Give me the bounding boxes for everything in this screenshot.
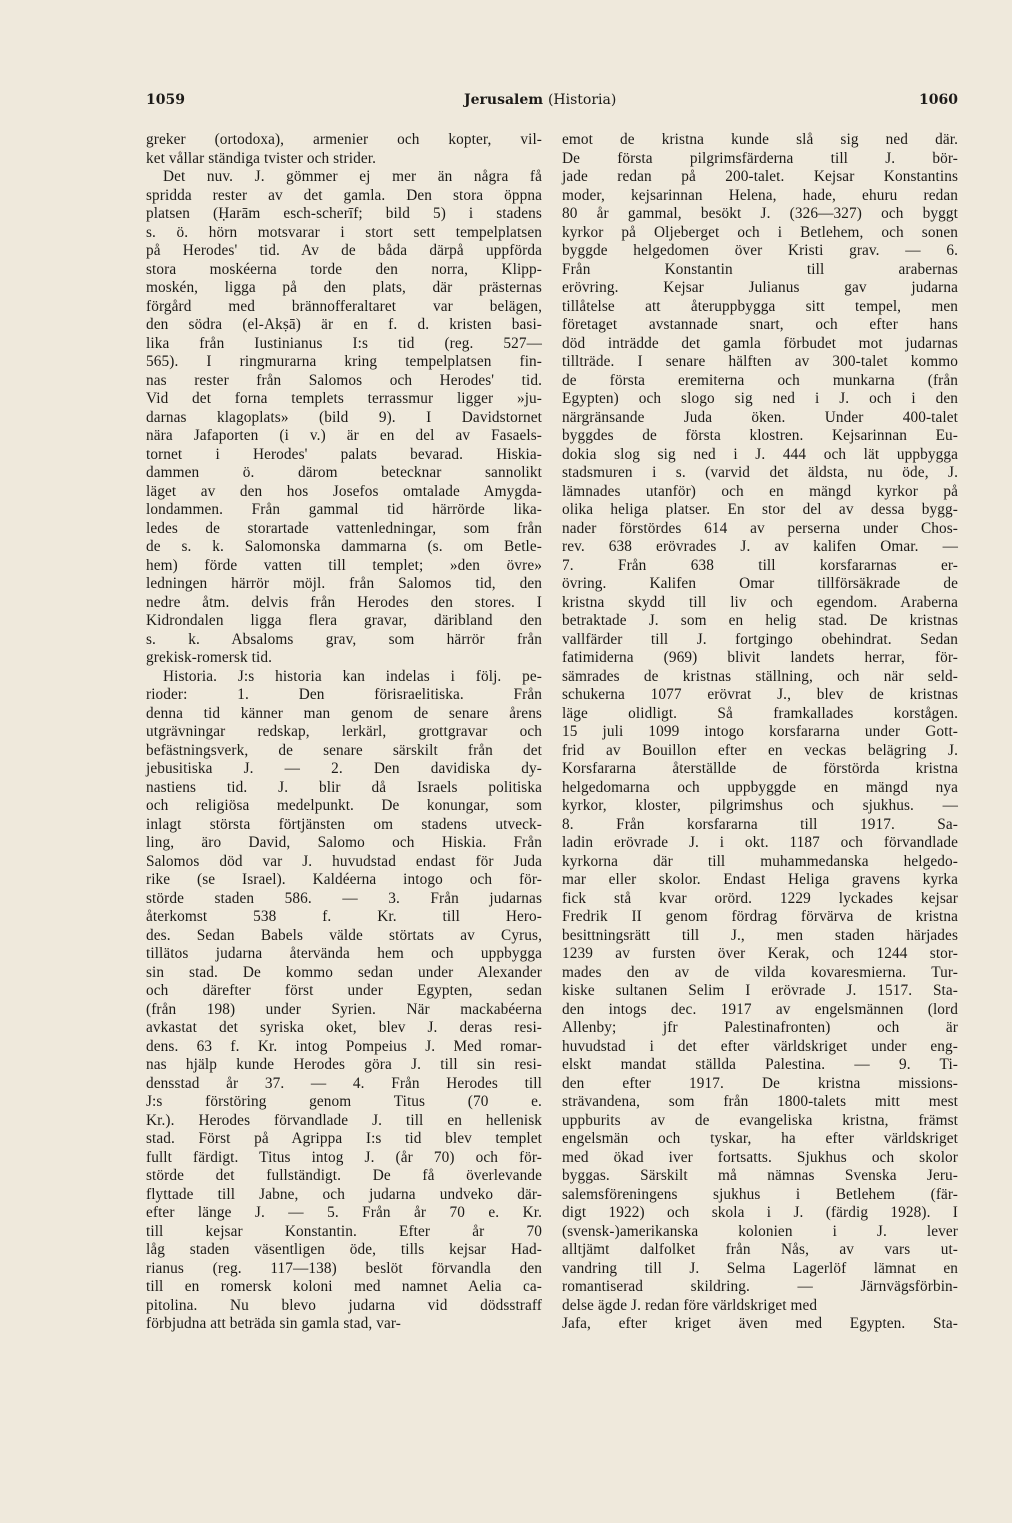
text-line: på Herodes' tid. Av de båda därpå uppförda <box>146 242 542 259</box>
text-line: Från Konstantin till arabernas <box>562 260 958 278</box>
text-line: närgränsande Juda öken. Under 400-talet <box>562 408 958 426</box>
text-line: Salomos död var J. huvudstad endast för Juda <box>146 852 542 870</box>
text-line: byggdes de första klostren. Kejsarinnan Eu- <box>562 427 958 444</box>
text-line: död inträdde det gamla förbudet mot judarnas <box>562 334 958 352</box>
text-line: huvudstad i det efter världskriget under eng- <box>562 1037 958 1055</box>
text-line: denna tid känner man genom de senare årens <box>146 704 542 722</box>
text-line: tillträde. I senare hälften av 300-talet kommo <box>562 353 958 370</box>
running-title <box>464 92 616 108</box>
text-line: dammen ö. därom betecknar sannolikt <box>146 464 542 481</box>
text-line: företaget avstannade snart, och efter hans <box>562 316 958 333</box>
text-line: störde staden 586. — 3. Från judarnas <box>146 889 542 907</box>
text-line: nas hjälp kunde Herodes göra J. till sin resi- <box>146 1056 542 1073</box>
text-line: 1239 av fursten över Kerak, och 1244 stor- <box>562 945 958 962</box>
text-line: kiske sultanen Selim I erövrade J. 1517. Sta- <box>562 982 958 999</box>
text-line: stadsmuren i s. (varvid det äldsta, nu öde, J. <box>562 464 958 481</box>
text-line: Allenby; jfr Palestinafronten) och är <box>562 1019 958 1036</box>
text-line: förgård med brännofferaltaret var belägen, <box>146 297 542 315</box>
text-line: mar eller skolor. Endast Heliga gravens kyrka <box>562 871 958 888</box>
text-line: störde det fullständigt. De få överlevande <box>146 1167 542 1184</box>
text-line: efter länge J. — 5. Från år 70 e. Kr. <box>146 1204 542 1221</box>
text-line: hem) förde vatten till templet; »den övre» <box>146 556 542 574</box>
text-line: londammen. Från gammal tid härrörde lika- <box>146 501 542 518</box>
text-line: uppburits av de evangeliska kristna, främst <box>562 1111 958 1129</box>
text-line: schukerna 1077 erövrat J., blev de kristnas <box>562 686 958 703</box>
text-line: läge olidligt. Så framkallades korstågen. <box>562 704 958 722</box>
text-line: olika heliga platser. En stor del av dessa bygg- <box>562 501 958 518</box>
text-line: byggde helgedomen över Kristi grav. — 6. <box>562 242 958 259</box>
text-line: fick stå kvar orörd. 1229 lyckades kejsar <box>562 889 958 907</box>
title-subtitle: (Historia) <box>547 92 617 108</box>
text-line: tillåtelse att återuppbygga sitt tempel, men <box>562 297 958 315</box>
text-line: rev. 638 erövrades J. av kalifen Omar. — <box>562 538 958 555</box>
text-line: strävandena, som från 1800-talets mitt mest <box>562 1093 958 1110</box>
text-line: dens. 63 f. Kr. intog Pompeius J. Med romar- <box>146 1037 542 1055</box>
text-line: elskt mandat ställda Palestina. — 9. Ti- <box>562 1056 958 1073</box>
text-line: delse ägde J. redan före världskriget med <box>562 1296 818 1314</box>
text-line: nära Jafaporten (i v.) är en del av Fasaels- <box>146 427 542 444</box>
text-line: Kidrondalen ligga flera gravar, däribland den <box>146 612 542 629</box>
text-line: erövring. Kejsar Julianus gav judarna <box>562 279 958 296</box>
text-line: platsen (Ḥarām esch-scherīf; bild 5) i stadens <box>146 205 542 222</box>
text-line: och därefter först under Egypten, sedan <box>146 982 542 999</box>
right-column <box>562 131 958 1334</box>
text-line: de första eremiterna och munkarna (från <box>562 371 958 389</box>
text-line: till kejsar Konstantin. Efter år 70 <box>146 1222 542 1240</box>
text-line: salemsföreningens sjukhus i Betlehem (fär- <box>562 1185 958 1203</box>
text-line: rike (se Israel). Kaldéerna intogo och för- <box>146 871 542 888</box>
text-line: nedre åtm. delvis från Herodes den stores. I <box>146 593 542 611</box>
text-line: (från 198) under Syrien. När mackabéerna <box>146 1000 542 1018</box>
text-line: nas rester från Salomos och Herodes' tid. <box>146 371 542 389</box>
text-line: till en romersk koloni med namnet Aelia ca- <box>146 1278 542 1295</box>
text-line: 7. Från 638 till korsfararnas er- <box>562 556 958 574</box>
text-line: emot de kristna kunde slå sig ned där. <box>562 131 958 148</box>
page-header <box>146 92 958 114</box>
text-line: s. ö. hörn motsvarar i stort sett tempelplatsen <box>146 223 542 241</box>
text-line: återkomst 538 f. Kr. till Hero- <box>146 908 542 925</box>
text-line: 80 år gammal, besökt J. (326—327) och byggt <box>562 205 958 222</box>
text-line: engelsmän och tyskar, ha efter världskriget <box>562 1130 958 1147</box>
text-line: 8. Från korsfararna till 1917. Sa- <box>562 815 958 833</box>
text-line: Fredrik II genom fördrag förvärva de kristna <box>562 908 958 925</box>
text-line: (svensk-)amerikanska kolonien i J. lever <box>562 1222 958 1240</box>
text-line: med ökad iver fortsatts. Sjukhus och skolor <box>562 1148 958 1166</box>
text-line: flyttade till Jabne, och judarna undveko där- <box>146 1185 542 1203</box>
text-line: Jafa, efter kriget även med Egypten. Sta- <box>562 1315 958 1332</box>
text-line: sämrades de kristnas ställning, och när seld- <box>562 667 958 685</box>
text-line: lika från Iustinianus I:s tid (reg. 527— <box>146 334 542 352</box>
text-line: befästningsverk, de senare särskilt från det <box>146 741 542 759</box>
text-line: avkastat det syriska oket, blev J. deras resi- <box>146 1019 542 1036</box>
text-line: jade redan på 200-talet. Kejsar Konstantins <box>562 168 958 185</box>
text-line: helgedomarna och uppbyggde en mängd nya <box>562 778 958 796</box>
text-line: 15 juli 1099 intogo korsfararna under Gott- <box>562 723 958 740</box>
text-line: ladin erövrade J. i okt. 1187 och förvandlade <box>562 834 958 851</box>
text-line: pitolina. Nu blevo judarna vid dödsstraff <box>146 1296 542 1314</box>
text-line: moder, kejsarinnan Helena, hade, ehuru redan <box>562 186 958 204</box>
text-line: Vid det forna templets terrassmur ligger »ju- <box>146 390 542 407</box>
text-line: förbjudna att beträda sin gamla stad, var- <box>146 1315 401 1332</box>
text-line: stad. Först på Agrippa I:s tid blev templet <box>146 1130 542 1147</box>
text-line: besittningsrätt till J., men staden härjades <box>562 926 958 944</box>
text-line: låg staden väsentligen öde, tills kejsar Had- <box>146 1241 542 1258</box>
text-line: rioder: 1. Den förisraelitiska. Från <box>146 686 542 703</box>
text-line: greker (ortodoxa), armenier och kopter, vil- <box>146 131 542 148</box>
text-line: kristna skydd till liv och egendom. Araberna <box>562 593 958 611</box>
text-line: J:s förstöring genom Titus (70 e. <box>146 1093 542 1110</box>
text-line: moskén, ligga på den plats, där prästernas <box>146 279 542 296</box>
text-line: övring. Kalifen Omar tillförsäkrade de <box>562 575 958 592</box>
text-line: frid av Bouillon efter en veckas belägring J. <box>562 741 958 759</box>
text-line: ling, äro David, Salomo och Hiskia. Från <box>146 834 542 851</box>
text-line: vallfärder till J. fortgingo obehindrat. Sedan <box>562 630 958 648</box>
text-line: och religiösa medelpunkt. De konungar, som <box>146 797 542 814</box>
text-line: darnas klagoplats» (bild 9). I Davidstornet <box>146 408 542 426</box>
text-line: betraktade J. som en helig stad. De kristnas <box>562 612 958 629</box>
text-line: utgrävningar redskap, lerkärl, grottgravar och <box>146 723 542 740</box>
text-line: byggas. Särskilt må nämnas Svenska Jeru- <box>562 1167 958 1184</box>
text-line: nastiens tid. J. blir då Israels politiska <box>146 778 542 796</box>
text-line: läget av den hos Josefos omtalade Amygda- <box>146 482 542 500</box>
text-line: Egypten) och slogo sig ned i J. och i den <box>562 390 958 407</box>
text-line: romantiserad skildring. — Järnvägsförbin- <box>562 1278 958 1295</box>
left-column <box>146 131 542 1334</box>
text-line: den efter 1917. De kristna missions- <box>562 1074 958 1092</box>
text-line: den intogs dec. 1917 av engelsmännen (lord <box>562 1000 958 1018</box>
page-number-right: 1060 <box>919 92 958 108</box>
text-line: ledes de storartade vattenledningar, som från <box>146 519 542 537</box>
text-line: mades den av de vilda kovaresmierna. Tur- <box>562 963 958 981</box>
page-number-left: 1059 <box>146 92 185 108</box>
text-line: fatimiderna (969) blivit landets herrar, för- <box>562 649 958 666</box>
text-line: kyrkorna där till muhammedanska helgedo- <box>562 852 958 870</box>
text-line: ledningen härrör möjl. från Salomos tid, den <box>146 575 542 592</box>
text-line: fullt färdigt. Titus intog J. (år 70) och för- <box>146 1148 542 1166</box>
text-line: grekisk-romersk tid. <box>146 649 273 666</box>
text-line: Kr.). Herodes förvandlade J. till en hellenisk <box>146 1111 542 1129</box>
text-line: de s. k. Salomonska dammarna (s. om Betle- <box>146 538 542 555</box>
text-line: De första pilgrimsfärderna till J. bör- <box>562 149 958 167</box>
text-line: dokia slog sig ned i J. 444 och lät uppbygga <box>562 445 958 463</box>
text-line: inlagt största förtjänsten om stadens utveck- <box>146 815 542 833</box>
text-line: nader förstördes 614 av perserna under Chos- <box>562 519 958 537</box>
text-line: jebusitiska J. — 2. Den davidiska dy- <box>146 760 542 777</box>
text-line: kyrkor på Oljeberget och i Betlehem, och sonen <box>562 223 958 241</box>
text-line: alltjämt dalfolket från Nås, av vars ut- <box>562 1241 958 1258</box>
text-line: lämnades utanför) och en mängd kyrkor på <box>562 482 958 500</box>
text-line: kyrkor, kloster, pilgrimshus och sjukhus. — <box>562 797 958 814</box>
text-line: des. Sedan Babels välde störtats av Cyrus, <box>146 926 542 944</box>
text-line: ket vållar ständiga tvister och strider. <box>146 149 376 167</box>
text-line: Historia. J:s historia kan indelas i följ. pe- <box>163 667 542 685</box>
text-line: Det nuv. J. gömmer ej mer än några få <box>163 168 542 185</box>
text-line: tillätos judarna återvända hem och uppbygga <box>146 945 542 962</box>
text-line: vandring till J. Selma Lagerlöf lämnat en <box>562 1259 958 1277</box>
text-line: s. k. Absaloms grav, som härrör från <box>146 630 542 648</box>
text-line: densstad år 37. — 4. Från Herodes till <box>146 1074 542 1092</box>
text-line: den södra (el-Akṣā) är en f. d. kristen basi- <box>146 316 542 333</box>
text-line: spridda rester av det gamla. Den stora öppna <box>146 186 542 204</box>
text-line: 565). I ringmurarna kring tempelplatsen fin- <box>146 353 542 370</box>
text-line: Korsfararna återställde de förstörda kristna <box>562 760 958 777</box>
title-word: Jerusalem <box>464 92 544 108</box>
text-line: sin stad. De kommo sedan under Alexander <box>146 963 542 981</box>
text-line: stora moskéerna torde den norra, Klipp- <box>146 260 542 278</box>
text-line: tornet i Herodes' palats bevarad. Hiskia- <box>146 445 542 463</box>
text-line: rianus (reg. 117—138) beslöt förvandla den <box>146 1259 542 1277</box>
text-line: digt 1922) och skola i J. (färdig 1928). I <box>562 1204 958 1221</box>
